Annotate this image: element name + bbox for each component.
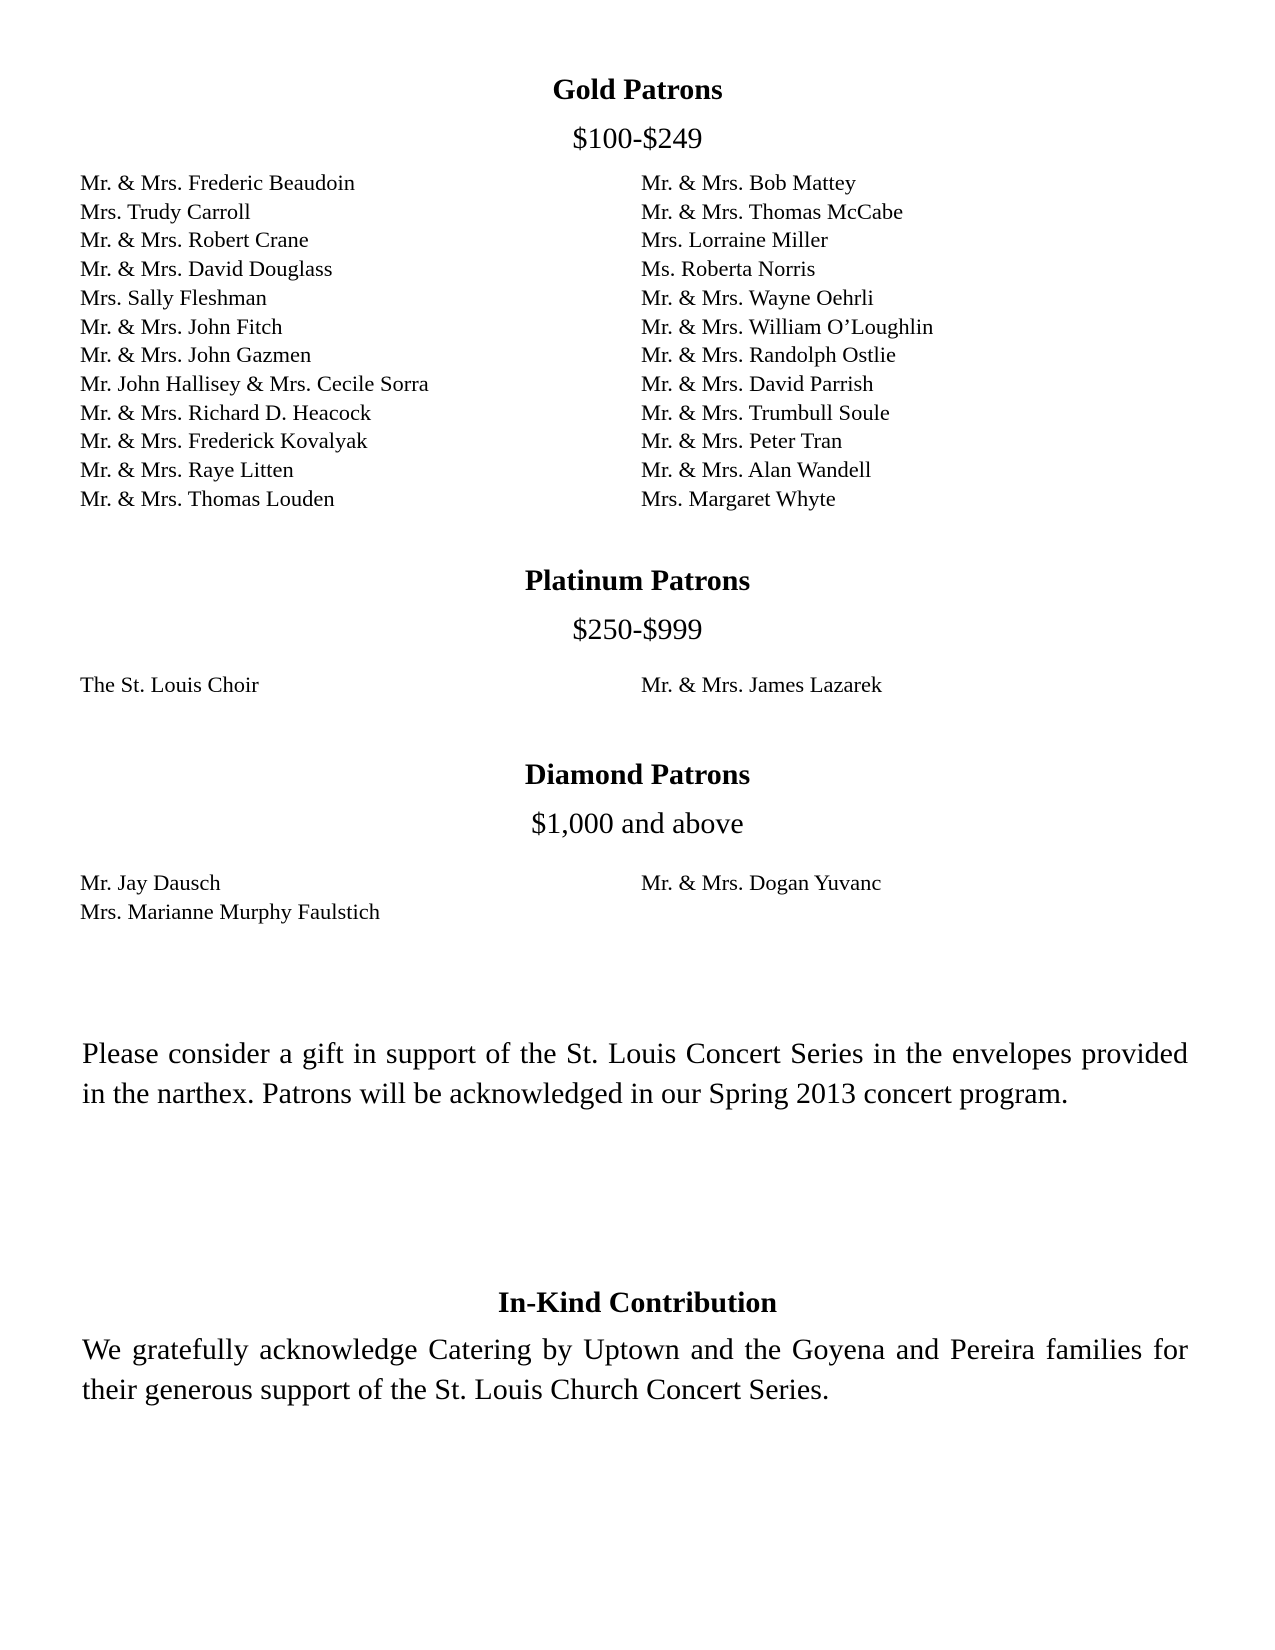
list-item: Mr. & Mrs. John Fitch: [80, 313, 283, 339]
platinum-patrons-title: Platinum Patrons: [524, 564, 751, 597]
list-item: Mrs. Margaret Whyte: [641, 485, 836, 511]
list-item: Mr. & Mrs. Frederick Kovalyak: [80, 428, 368, 454]
in-kind-paragraph: We gratefully acknowledge Catering by Uptown and the Goyena and Pereira families for their generous support of the St. Louis Church Concert Series.: [82, 1333, 1188, 1406]
list-item: Mr. & Mrs. Dogan Yuvanc: [641, 870, 882, 895]
in-kind-title: In-Kind Contribution: [497, 1286, 778, 1319]
list-item: Mr. & Mrs. Thomas McCabe: [641, 198, 904, 224]
gold-patrons-right-list: [641, 169, 933, 513]
diamond-patrons-title: Diamond Patrons: [524, 758, 751, 791]
list-item: Mr. & Mrs. David Douglass: [80, 256, 333, 282]
diamond-patrons-left-list: [80, 869, 380, 926]
list-item: Mr. & Mrs. James Lazarek: [641, 672, 883, 697]
list-item: Mr. & Mrs. William O’Loughlin: [641, 313, 934, 339]
list-item: Mr. & Mrs. Trumbull Soule: [641, 399, 890, 425]
diamond-patrons-right-list: [641, 869, 881, 898]
list-item: Mr. John Hallisey & Mrs. Cecile Sorra: [80, 370, 429, 396]
list-item: Mr. & Mrs. Robert Crane: [80, 227, 309, 253]
list-item: Mr. & Mrs. Richard D. Heacock: [80, 399, 372, 425]
list-item: Mr. & Mrs. Randolph Ostlie: [641, 342, 897, 368]
platinum-patrons-range: $250-$999: [572, 613, 703, 646]
gold-patrons-left-list: [80, 169, 429, 513]
list-item: Mrs. Sally Fleshman: [80, 284, 267, 310]
list-item: Mr. & Mrs. Frederic Beaudoin: [80, 170, 355, 195]
appeal-paragraph: Please consider a gift in support of the St. Louis Concert Series in the envelopes provided in the narthex. Patrons will be acknowledged in our Spring 2013 concert program.: [82, 1037, 1188, 1110]
list-item: Mr. & Mrs. Wayne Oehrli: [641, 284, 874, 310]
list-item: Mr. & Mrs. Peter Tran: [641, 428, 843, 454]
list-item: Mrs. Lorraine Miller: [641, 227, 828, 253]
list-item: The St. Louis Choir: [80, 672, 259, 697]
gold-patrons-range: $100-$249: [572, 122, 703, 155]
platinum-patrons-right-list: [641, 671, 882, 700]
list-item: Mrs. Marianne Murphy Faulstich: [80, 898, 380, 924]
list-item: Mr. & Mrs. Raye Litten: [80, 457, 294, 483]
list-item: Mr. & Mrs. David Parrish: [641, 370, 874, 396]
list-item: Mr. & Mrs. John Gazmen: [80, 342, 312, 368]
list-item: Mr. Jay Dausch: [80, 870, 221, 895]
list-item: Ms. Roberta Norris: [641, 256, 816, 282]
list-item: Mr. & Mrs. Alan Wandell: [641, 457, 872, 483]
platinum-patrons-left-list: [80, 671, 259, 700]
gold-patrons-title: Gold Patrons: [552, 73, 723, 106]
list-item: Mr. & Mrs. Bob Mattey: [641, 170, 857, 195]
diamond-patrons-range: $1,000 and above: [531, 807, 744, 840]
list-item: Mr. & Mrs. Thomas Louden: [80, 485, 335, 511]
list-item: Mrs. Trudy Carroll: [80, 198, 251, 224]
